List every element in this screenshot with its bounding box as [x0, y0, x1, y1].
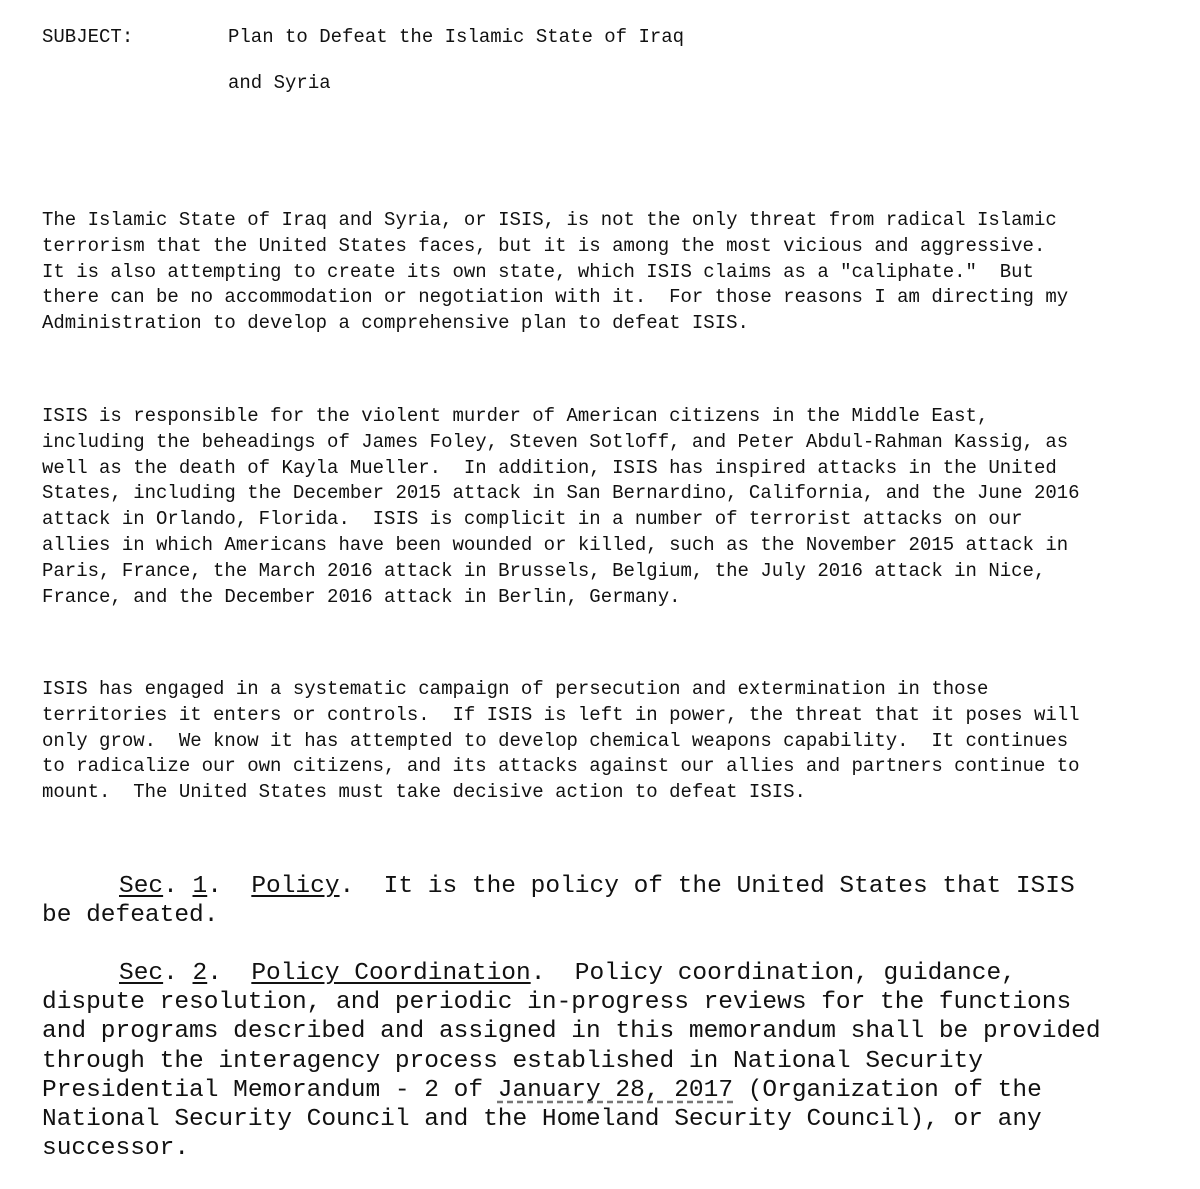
- paragraph-line: ISIS has engaged in a systematic campaign of persecution and extermination in those: [42, 678, 989, 700]
- section-line: and programs described and assigned in this memorandum shall be provided: [42, 1018, 1101, 1046]
- section-1-policy: [42, 872, 1182, 930]
- section-title: Policy Coordination: [251, 960, 531, 987]
- section-line-with-date: [42, 1076, 1182, 1105]
- paragraph-line: attack in Orlando, Florida. ISIS is complicit in a number of terrorist attacks on our: [42, 508, 1023, 531]
- subject-title-line-1: Plan to Defeat the Islamic State of Iraq: [228, 26, 685, 48]
- section-number: 2: [192, 960, 208, 987]
- subject-title-line-2: and Syria: [228, 72, 331, 94]
- section-text: (Organization of the: [733, 1076, 1042, 1104]
- subject-label: SUBJECT:: [42, 26, 134, 48]
- intro-paragraph-1: [42, 208, 1182, 337]
- paragraph-line: only grow. We know it has attempted to develop chemical weapons capability. It continues: [42, 729, 1069, 752]
- paragraph-line: Paris, France, the March 2016 attack in Brussels, Belgium, the July 2016 attack in Nice,: [42, 559, 1046, 582]
- section-line: National Security Council and the Homeland Security Council), or any: [42, 1106, 1042, 1134]
- paragraph-line: Administration to develop a comprehensive plan to defeat ISIS.: [42, 312, 749, 335]
- section-line: through the interagency process established in National Security: [42, 1047, 983, 1075]
- section-word: Sec: [119, 873, 164, 900]
- section-text: It is the policy of the United States that ISIS: [383, 873, 1075, 900]
- paragraph-line: well as the death of Kayla Mueller. In addition, ISIS has inspired attacks in the United: [42, 456, 1057, 479]
- section-text: Policy coordination, guidance,: [574, 960, 1016, 987]
- section-line: successor.: [42, 1135, 190, 1163]
- section-word: Sec: [119, 960, 164, 987]
- section-line: be defeated.: [42, 902, 219, 930]
- paragraph-line: mount. The United States must take decisive action to defeat ISIS.: [42, 781, 806, 804]
- paragraph-line: States, including the December 2015 attack in San Bernardino, California, and the June 2016: [42, 482, 1080, 505]
- section-line: dispute resolution, and periodic in-progress reviews for the functions: [42, 989, 1072, 1017]
- paragraph-line: France, and the December 2016 attack in Berlin, Germany.: [42, 585, 681, 608]
- section-heading-line: Sec. 2. Policy Coordination. Policy coordination, guidance,: [119, 960, 1016, 987]
- paragraph-line: The Islamic State of Iraq and Syria, or ISIS, is not the only threat from radical Islamic: [42, 209, 1057, 231]
- paragraph-line: territories it enters or controls. If ISIS is left in power, the threat that it poses will: [42, 703, 1080, 726]
- intro-paragraph-3: [42, 677, 1182, 806]
- memorandum-date: January 28, 2017: [497, 1076, 734, 1104]
- section-text: Presidential Memorandum - 2 of: [42, 1076, 498, 1104]
- section-heading-line: Sec. 1. Policy. It is the policy of the United States that ISIS: [119, 873, 1075, 900]
- paragraph-line: there can be no accommodation or negotiation with it. For those reasons I am directing my: [42, 286, 1069, 309]
- paragraph-line: allies in which Americans have been wounded or killed, such as the November 2015 attack in: [42, 533, 1069, 556]
- paragraph-line: It is also attempting to create its own state, which ISIS claims as a "caliphate." But: [42, 260, 1034, 283]
- section-title: Policy: [251, 873, 340, 900]
- section-number: 1: [192, 873, 208, 900]
- paragraph-line: including the beheadings of James Foley, Steven Sotloff, and Peter Abdul-Rahman Kassig, as: [42, 430, 1069, 453]
- paragraph-line: to radicalize our own citizens, and its attacks against our allies and partners continue to: [42, 755, 1080, 778]
- paragraph-line: ISIS is responsible for the violent murder of American citizens in the Middle East,: [42, 405, 989, 427]
- section-2-policy-coordination: [42, 959, 1182, 1163]
- intro-paragraph-2: [42, 404, 1182, 610]
- paragraph-line: terrorism that the United States faces, but it is among the most vicious and aggressive.: [42, 234, 1046, 257]
